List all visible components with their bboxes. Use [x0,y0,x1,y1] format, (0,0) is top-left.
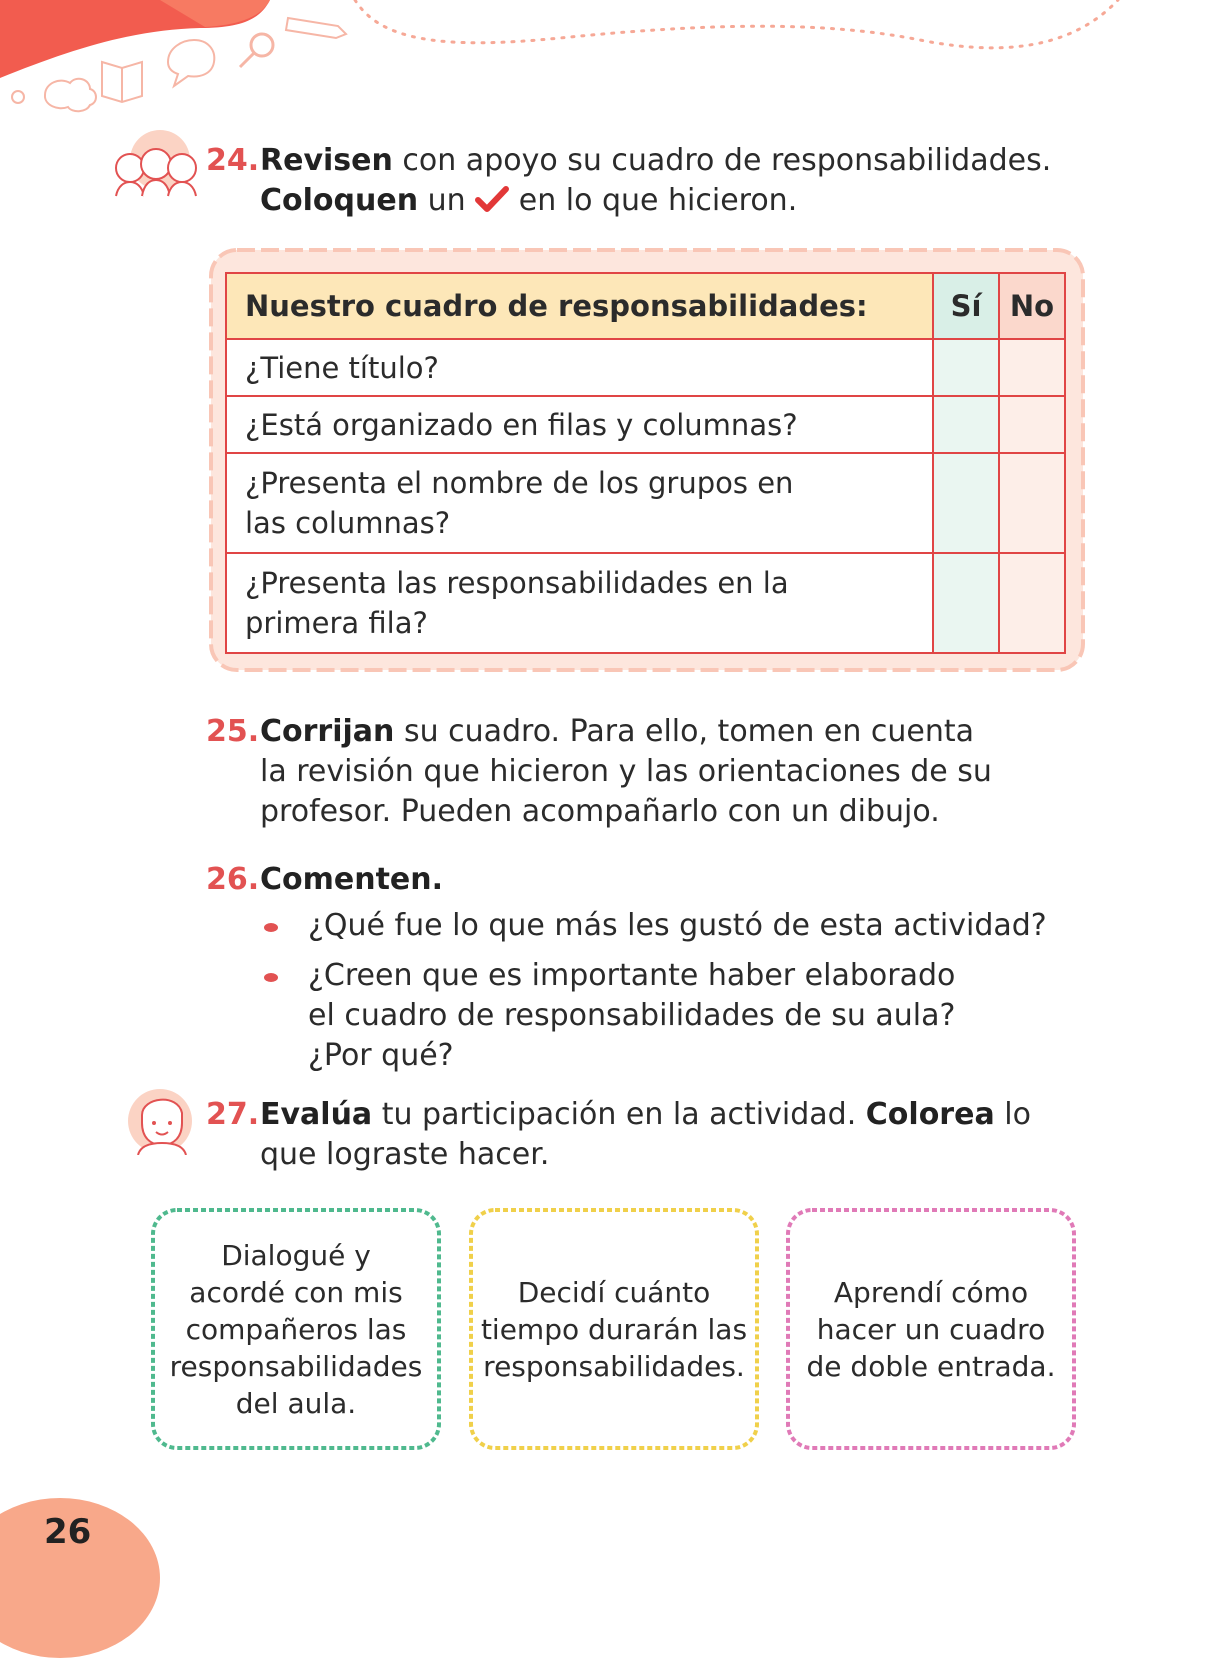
check-cell-no[interactable] [999,453,1065,553]
assessment-card-1[interactable] [150,1207,442,1451]
card-text: Dialogué y acordé con mis compañeros las responsabilidades del aula. [169,1238,423,1420]
activity-number: 25. [206,714,260,749]
checkmark-icon [475,186,509,214]
instruction-text: con apoyo su cuadro de responsabilidades. [402,143,1052,178]
instruction-text: un [427,183,466,218]
card-text: Aprendí cómo hacer un cuadro de doble entrada. [806,1275,1056,1383]
question-cell: ¿Está organizado en filas y columnas? [226,396,933,453]
check-cell-si[interactable] [933,553,999,653]
instruction-verb: Evalúa [260,1097,373,1132]
assessment-card-2[interactable] [468,1207,760,1451]
pencil-icon [286,18,346,38]
instruction-verb: Coloquen [260,183,419,218]
activity-25 [206,712,992,832]
question-cell: ¿Presenta el nombre de los grupos en las columnas? [226,453,933,553]
activity-27 [206,1095,1031,1175]
instruction-text: lo [1004,1097,1031,1132]
instruction-verb: Comenten. [260,862,444,897]
instruction-text: que lograste hacer. [260,1137,550,1172]
check-cell-no[interactable] [999,553,1065,653]
check-cell-si[interactable] [933,453,999,553]
instruction-verb: Revisen [260,143,393,178]
magnifier-icon [240,34,273,67]
activity-number: 26. [206,862,260,897]
instruction-verb: Colorea [865,1097,995,1132]
list-item: ¿Qué fue lo que más les gustó de esta actividad? [206,906,1047,946]
responsibilities-checklist [205,240,1091,682]
column-si: Sí [933,273,999,339]
question-cell: ¿Tiene título? [226,339,933,396]
list-item: ¿Creen que es importante haber elaborado el cuadro de responsabilidades de su aula? ¿Por qué? [206,956,1047,1076]
instruction-text: en lo que hicieron. [518,183,798,218]
bullet-icon [264,923,278,932]
page-number: 26 [44,1512,92,1552]
assessment-card-3[interactable] [785,1207,1077,1451]
table-row [226,396,1065,453]
instruction-text: su cuadro. Para ello, tomen en cuenta [403,714,975,749]
group-of-kids-icon [108,130,204,200]
book-icon [102,62,142,102]
activity-26 [206,860,1047,1086]
check-cell-si[interactable] [933,339,999,396]
table-row [226,339,1065,396]
instruction-text: profesor. Pueden acompañarlo con un dibujo. [260,794,940,829]
column-no: No [999,273,1065,339]
bullet-icon [264,973,278,982]
question-cell: ¿Presenta las responsabilidades en la primera fila? [226,553,933,653]
header-decoration [0,0,1215,130]
discussion-questions [206,906,1047,1076]
instruction-verb: Corrijan [260,714,395,749]
activity-number: 27. [206,1097,260,1132]
table-row [226,553,1065,653]
instruction-text: la revisión que hicieron y las orientaciones de su [260,754,992,789]
activity-24 [206,141,1051,221]
check-cell-no[interactable] [999,339,1065,396]
activity-number: 24. [206,143,260,178]
check-cell-si[interactable] [933,396,999,453]
checklist-table [225,272,1066,654]
kid-face-icon [128,1085,196,1155]
table-row [226,453,1065,553]
table-header: Nuestro cuadro de responsabilidades: [226,273,933,339]
card-text: Decidí cuánto tiempo durarán las responsabilidades. [480,1275,748,1383]
instruction-text: tu participación en la actividad. [381,1097,857,1132]
check-cell-no[interactable] [999,396,1065,453]
